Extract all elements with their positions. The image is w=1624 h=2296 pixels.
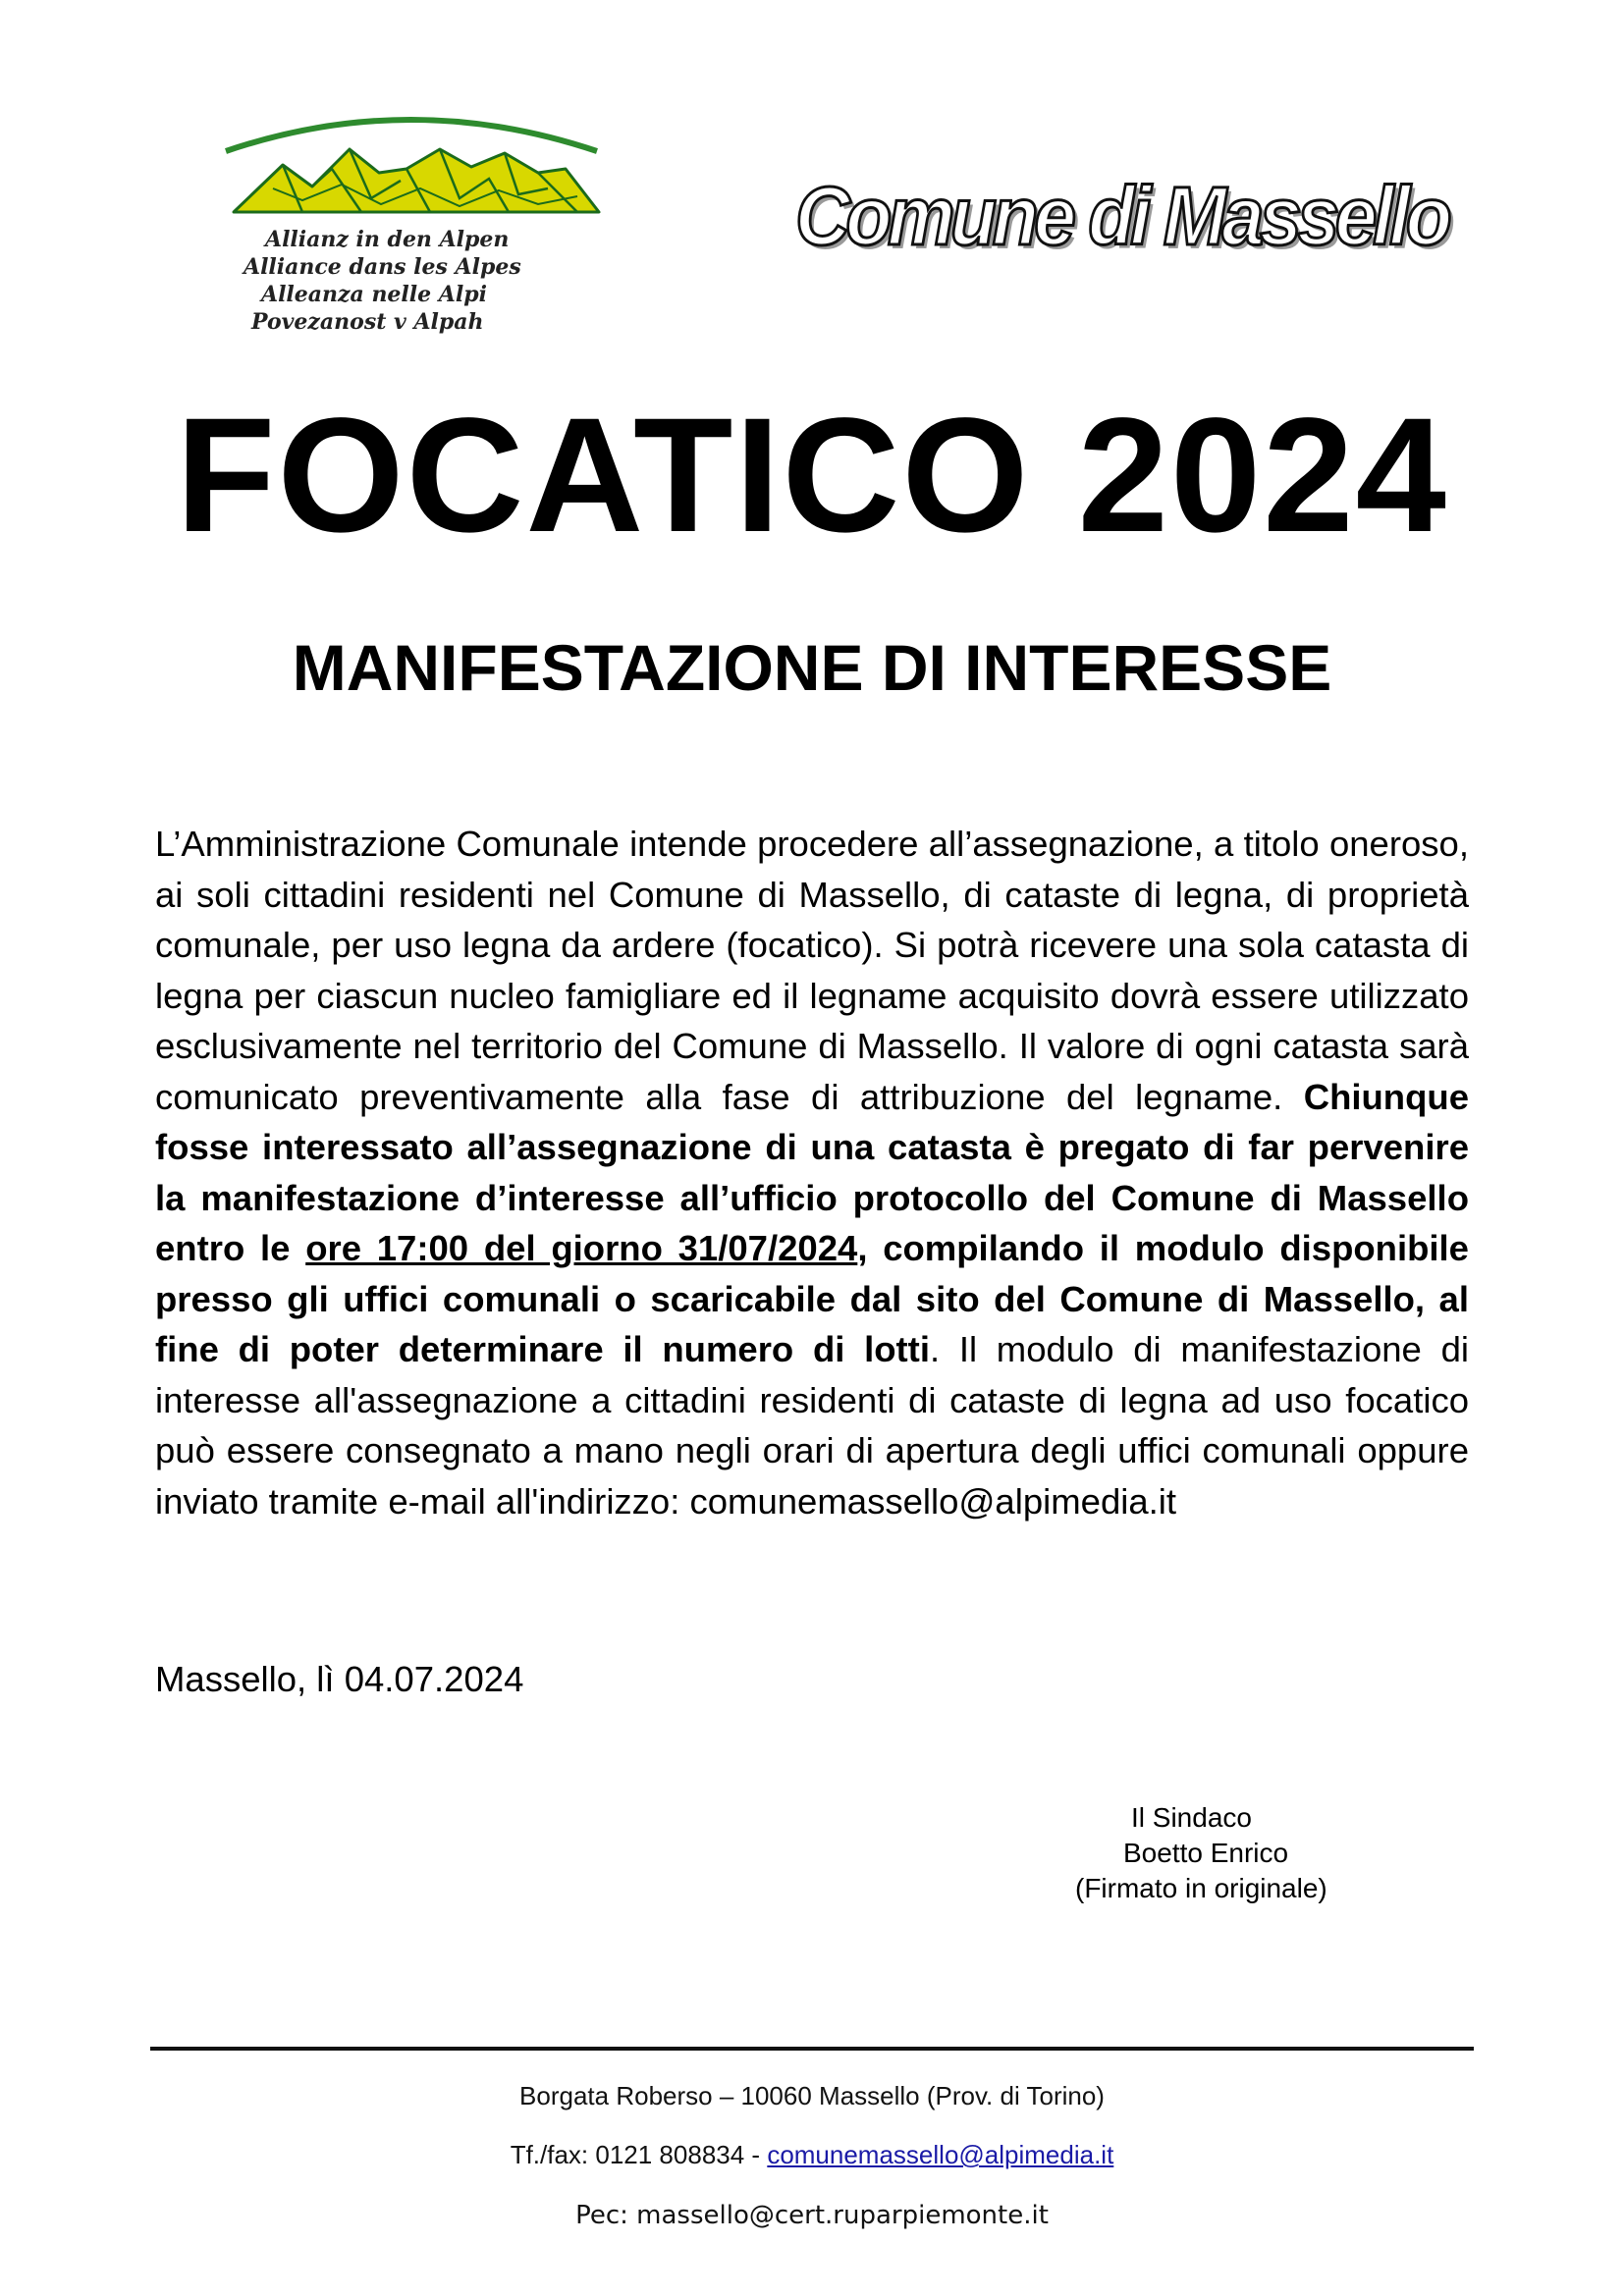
signer-name: Boetto Enrico <box>1123 1838 1289 1868</box>
footer-phone: Tf./fax: 0121 808834 - <box>510 2140 768 2169</box>
body-text-part1: L’Amministrazione Comunale intende procedere all’assegnazione, a titolo oneroso, ai soli cittadini residenti nel Comune di Massello, di cataste di legna, di proprietà comunale, per uso legna da ardere (focatico). Si potrà ricevere una sola catasta di legna per ciascun nucleo famigliare ed il legname acquisito dovrà essere utilizzato esclusivamente nel territorio del Comune di Massello. Il valore di ogni catasta sarà comunicato preventivamente alla fase di attribuzione del legname. <box>155 824 1469 1117</box>
alpine-mountains-logo-icon <box>214 110 609 228</box>
alliance-logo <box>214 110 609 341</box>
footer-pec: Pec: massello@cert.ruparpiemonte.it <box>575 2201 1049 2230</box>
logo-line: Allianz in den Alpen <box>265 227 510 252</box>
footer-email-link[interactable]: comunemassello@alpimedia.it <box>767 2140 1114 2169</box>
notice-body <box>155 819 1469 1526</box>
footer-contact <box>0 2138 1624 2171</box>
footer-divider <box>150 2047 1474 2051</box>
logo-line: Alliance dans les Alpes <box>244 254 521 280</box>
page-subtitle: MANIFESTAZIONE DI INTERESSE <box>292 631 1332 704</box>
logo-line: Alleanza nelle Alpi <box>261 282 487 307</box>
page-title: FOCATICO 2024 <box>176 385 1448 566</box>
signer-role: Il Sindaco <box>1131 1802 1252 1833</box>
logo-text <box>244 226 597 336</box>
body-text-part2: . Il modulo di manifestazione di interesse all'assegnazione a cittadini residenti di cataste di legna ad uso focatico può essere consegnato a mano negli orari di apertura degli uffici comunali oppure inviato tramite e-mail all'indirizzo: comunemassello@alpimedia.it <box>155 1329 1469 1522</box>
footer-address: Borgata Roberso – 10060 Massello (Prov. di Torino) <box>519 2081 1105 2110</box>
body-text-bold1: Chiunque fosse interessato all’assegnazione di una catasta è pregato di far pervenire la manifestazione d’interesse all’ufficio protocollo del Comune di Massello entro le <box>155 1076 1469 1268</box>
place-date: Massello, lì 04.07.2024 <box>155 1659 524 1699</box>
municipality-wordmark: Comune di Massello <box>795 170 1448 262</box>
deadline-text: ore 17:00 del giorno 31/07/2024 <box>305 1228 858 1268</box>
signature-block <box>1070 1800 1365 1906</box>
logo-line: Povezanost v Alpah <box>251 309 484 335</box>
body-text-bold2: , compilando il modulo disponibile presso gli uffici comunali o scaricabile dal sito del Comune di Massello, al fine di poter determinare il numero di lotti <box>155 1228 1469 1369</box>
signature-note: (Firmato in originale) <box>1075 1873 1327 1903</box>
